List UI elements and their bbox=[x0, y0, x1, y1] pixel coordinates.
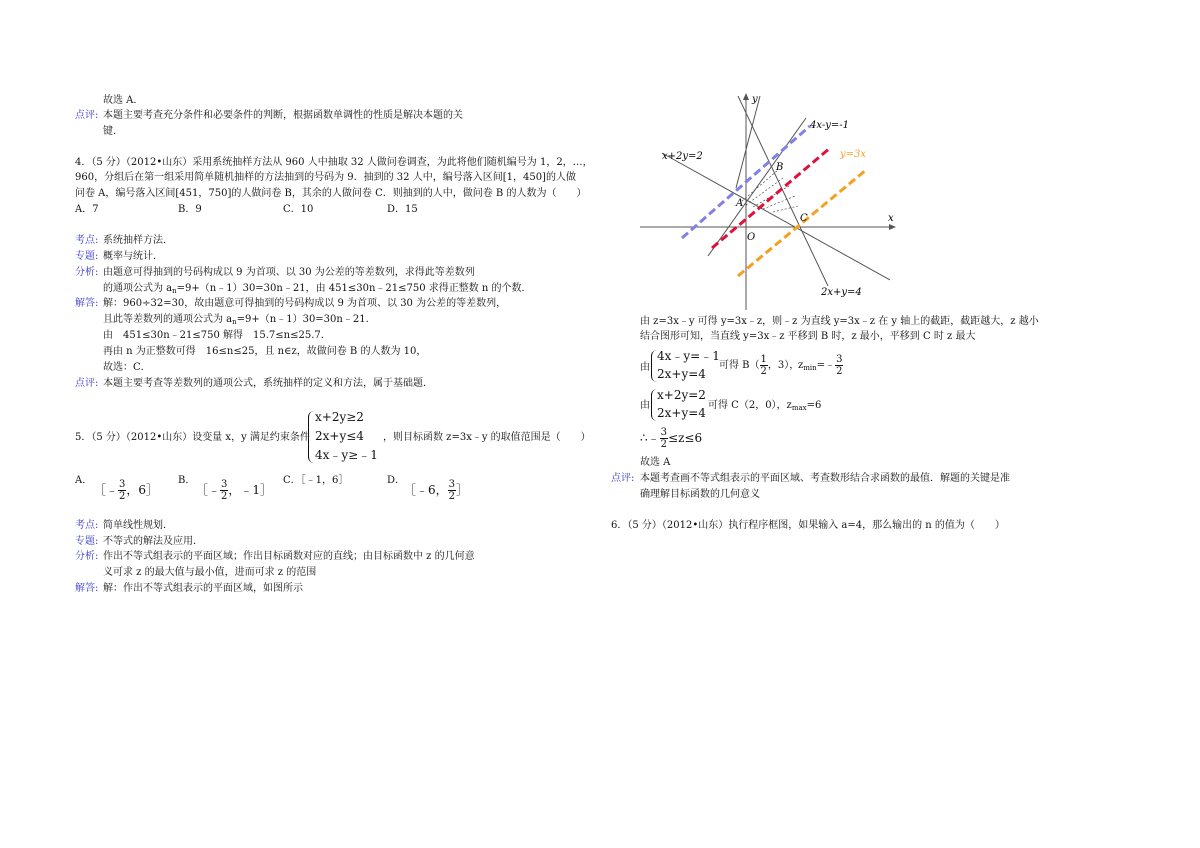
q4-option-b: B．9 bbox=[178, 204, 202, 215]
y-axis-label: y bbox=[752, 94, 758, 105]
system-1-prefix: 由 bbox=[640, 362, 650, 373]
q6-stem: 6．（5 分）（2012•山东）执行程序框图，如果输入 a=4，那么输出的 n 的值为（ ） bbox=[611, 520, 1005, 531]
q5-zhuanti: 不等式的解法及应用． bbox=[103, 536, 203, 547]
q5-option-a-label: A． bbox=[75, 475, 93, 486]
q5-jieda-line-1: 解：作出不等式组表示的平面区域，如图所示 bbox=[103, 583, 303, 594]
system-2-result: 可得 C（2，0），$z_{max}=6$ bbox=[708, 400, 822, 412]
q5-dianping-line-2: 确理解目标函数的几何意义 bbox=[640, 489, 760, 500]
feasible-region-figure bbox=[638, 88, 900, 310]
q4-stem-line-3: 问卷 A，编号落入区间[451，750]的人做问卷 B，其余的人做问卷 C．则抽到的人中，做问卷 B 的人数为（ ） bbox=[75, 188, 587, 199]
y-axis-arrow bbox=[743, 93, 749, 100]
q4-jieda-line-1: 解：960÷32=30，故由题意可得抽到的号码构成以 9 为首项、以 30 为公差的等差数列， bbox=[103, 298, 507, 309]
system-2-row-2: 2x+y=4 bbox=[657, 406, 706, 420]
q5-option-a: ［﹣ $\frac{3}{2}$ ，6］ bbox=[94, 479, 159, 502]
point-c-label: C bbox=[800, 213, 808, 224]
q5-selection: 故选 A bbox=[640, 457, 671, 468]
system-1-row-1: 4x﹣y=﹣1 bbox=[657, 349, 720, 363]
q5-stem-end: ，则目标函数 z=3x﹣y 的取值范围是（ ） bbox=[383, 432, 591, 443]
q4-kaodian: 系统抽样方法． bbox=[103, 235, 173, 246]
origin-label: O bbox=[747, 232, 756, 243]
q5-constraint-2: 2x+y≤4 bbox=[315, 429, 364, 443]
q4-dianping-label: 点评: bbox=[75, 378, 99, 389]
point-b-label: B bbox=[776, 162, 784, 173]
x-axis-label: x bbox=[888, 213, 894, 224]
system-2-row-1: x+2y=2 bbox=[657, 388, 706, 402]
q4-kaodian-label: 考点: bbox=[75, 235, 99, 246]
q5-option-d-label: D． bbox=[387, 475, 406, 486]
q4-stem-line-2: 960，分组后在第一组采用简单随机抽样的方法抽到的号码为 9．抽到的 32 人中，编号落入区间[1，450]的人做 bbox=[75, 172, 576, 183]
q5-dianping-label: 点评: bbox=[611, 473, 635, 484]
q5-kaodian-label: 考点: bbox=[75, 520, 99, 531]
q5-solution-line-2: 结合图形可知，当直线 y=3x﹣z 平移到 B 时，z 最小，平移到 C 时 z 最大 bbox=[640, 331, 976, 342]
q5-fenxi-line-2: 义可求 z 的最大值与最小值，进而可求 z 的范围 bbox=[103, 567, 317, 578]
line-x2y-label: x+2y=2 bbox=[662, 151, 703, 162]
line-4x-label: 4x-y=-1 bbox=[810, 120, 849, 131]
q5-constraint-3: 4x﹣y≥﹣1 bbox=[315, 448, 378, 462]
q4-jieda-line-4: 再由 n 为正整数可得 16≤n≤25，且 n∈z，故做问卷 B 的人数为 10， bbox=[103, 346, 427, 357]
q5-option-b-label: B． bbox=[178, 475, 196, 486]
z-min-value: $z_{min}=﹣$ $\frac{3}{2}$ bbox=[798, 354, 843, 377]
q5-jieda-label: 解答: bbox=[75, 583, 99, 594]
prev-conclusion: 故选 A． bbox=[103, 95, 144, 106]
system-1-row-2: 2x+y=4 bbox=[657, 367, 706, 381]
q5-solution-line-1: 由 z=3x﹣y 可得 y=3x﹣z，则﹣z 为直线 y=3x﹣z 在 y 轴上的截距，截距越大，z 越小 bbox=[640, 316, 1039, 327]
q4-fenxi-line-1: 由题意可得抽到的号码构成以 9 为首项、以 30 为公差的等差数列，求得此等差数列 bbox=[103, 267, 475, 278]
line-y3x-label: y=3x bbox=[840, 149, 867, 160]
q4-zhuanti-label: 专题: bbox=[75, 251, 99, 262]
q4-option-d: D．15 bbox=[387, 204, 418, 215]
point-a-label: A bbox=[736, 198, 744, 209]
prev-comment-line-1: 本题主要考查充分条件和必要条件的判断，根据函数单调性的性质是解决本题的关 bbox=[103, 110, 463, 121]
prev-comment-label: 点评: bbox=[75, 110, 99, 121]
q4-option-a: A．7 bbox=[75, 204, 99, 215]
q5-fenxi-line-1: 作出不等式组表示的平面区域；作出目标函数对应的直线；由目标函数中 z 的几何意 bbox=[103, 551, 475, 562]
line-2x-label: 2x+y=4 bbox=[821, 287, 862, 298]
system-1-result: 可得 B（ $\frac{1}{2}$ ，3）， bbox=[719, 354, 800, 377]
q4-dianping: 本题主要考查等差数列的通项公式，系统抽样的定义和方法，属于基础题． bbox=[103, 378, 433, 389]
system-2-prefix: 由 bbox=[640, 400, 650, 411]
therefore-range: ∴﹣ $\frac{3}{2}$ ≤z≤6 bbox=[640, 427, 703, 450]
q5-dianping-line-1: 本题考查画不等式组表示的平面区域、考查数形结合求函数的最值．解题的关键是准 bbox=[640, 473, 1010, 484]
q5-fenxi-label: 分析: bbox=[75, 551, 99, 562]
q5-constraint-1: x+2y≥2 bbox=[315, 410, 364, 424]
q4-fenxi-line-2: 的通项公式为 $a_n=9+(n﹣1)30=30n﹣21$，由 451≤30n﹣21≤750 求得正整数 n 的个数． bbox=[103, 283, 532, 295]
q5-kaodian: 简单线性规划． bbox=[103, 520, 173, 531]
q4-stem-line-1: 4．（5 分）（2012•山东）采用系统抽样方法从 960 人中抽取 32 人做问卷调查，为此将他们随机编号为 1，2，…， bbox=[75, 157, 593, 168]
q5-option-c: C．［﹣1，6］ bbox=[283, 475, 349, 486]
prev-comment-line-2: 键． bbox=[103, 126, 123, 137]
q4-option-c: C．10 bbox=[283, 204, 314, 215]
q5-stem-start: 5．（5 分）（2012•山东）设变量 x，y 满足约束条件 bbox=[75, 432, 310, 443]
q4-jieda-label: 解答: bbox=[75, 298, 99, 309]
q4-jieda-line-2: 且此等差数列的通项公式为 $a_n=9+(n﹣1)30=30n﹣21$． bbox=[103, 314, 376, 326]
q5-option-b: ［﹣ $\frac{3}{2}$ ，﹣1］ bbox=[196, 479, 273, 502]
q4-fenxi-label: 分析: bbox=[75, 267, 99, 278]
q4-zhuanti: 概率与统计． bbox=[103, 251, 163, 262]
q4-jieda-line-5: 故选：C． bbox=[103, 362, 151, 373]
q5-option-d: ［﹣6， $\frac{3}{2}$ ］ bbox=[404, 479, 469, 502]
q5-zhuanti-label: 专题: bbox=[75, 536, 99, 547]
x-axis-arrow bbox=[889, 224, 896, 230]
q5-constraint-brace bbox=[308, 411, 314, 463]
q4-jieda-line-3: 由 451≤30n﹣21≤750 解得 15.7≤n≤25.7． bbox=[103, 330, 331, 341]
